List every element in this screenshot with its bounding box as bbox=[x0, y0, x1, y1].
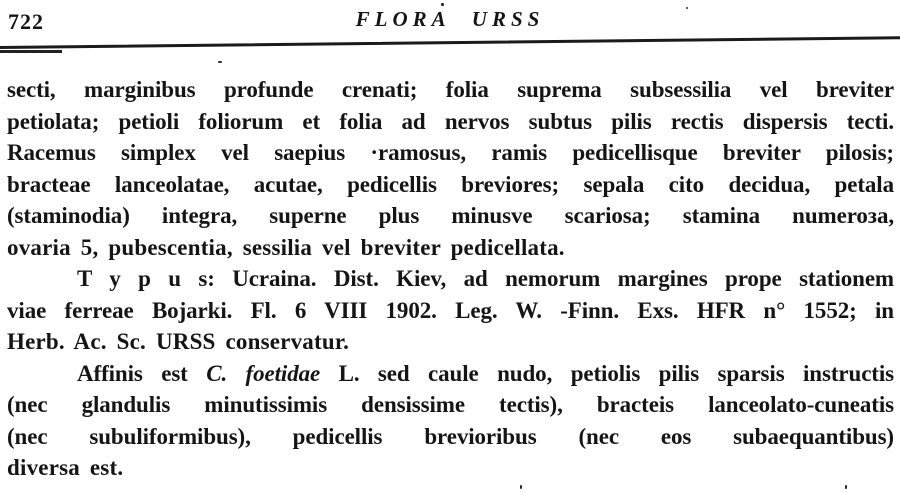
body-line: bracteae lanceolatae, acutae, pedicellis breviores; sepala cito decidua, petala bbox=[7, 171, 894, 197]
body-line: T y p u s: Ucraina. Dist. Kiev, ad nemorum margines prope stationem bbox=[77, 266, 894, 291]
page-number: 722 bbox=[8, 9, 44, 34]
running-title: FLORA URSS bbox=[355, 7, 545, 31]
scan-speck bbox=[218, 61, 222, 63]
scan-speck bbox=[686, 7, 688, 9]
body-line-text: L. sed caule nudo, petiolis pilis sparsis instructis bbox=[320, 360, 895, 386]
body-line: viae ferreae Bojarki. Fl. 6 VIII 1902. Leg. W. -Finn. Exs. HFR n° 1552; in bbox=[7, 297, 894, 323]
species-name-italic: C. foetidae bbox=[206, 360, 321, 386]
body-line: diversa est. bbox=[7, 455, 124, 480]
scan-speck bbox=[845, 485, 847, 489]
body-line: Racemus simplex vel saepius ·ramosus, ramis pedicellisque breviter pilosis; bbox=[7, 140, 894, 165]
body-line: petiolata; petioli foliorum et folia ad nervos subtus pilis rectis dispersis tecti. bbox=[7, 108, 894, 134]
body-line: (staminodia) integra, superne plus minusve scariosa; stamina numeroзa, bbox=[7, 203, 894, 228]
body-line: secti, marginibus profunde crenati; folia suprema subsessilia vel breviter bbox=[7, 77, 894, 102]
body-line-text: Affinis est bbox=[77, 360, 207, 386]
body-line: Herb. Ac. Sc. URSS conservatur. bbox=[7, 329, 350, 354]
header-rule-stub bbox=[0, 50, 62, 53]
body-line: ovaria 5, pubescentia, sessilia vel breviter pedicellata. bbox=[7, 234, 565, 260]
body-line: (nec subuliformibus), pedicellis brevioribus (nec eos subaequantibus) bbox=[7, 423, 894, 449]
scan-speck bbox=[520, 485, 522, 489]
page-body bbox=[0, 74, 900, 484]
scan-speck bbox=[441, 3, 444, 6]
body-line bbox=[7, 358, 894, 390]
header-rule bbox=[0, 36, 900, 48]
body-line: (nec glandulis minutissimis densissime tectis), bracteis lanceolato-cuneatis bbox=[7, 392, 894, 417]
